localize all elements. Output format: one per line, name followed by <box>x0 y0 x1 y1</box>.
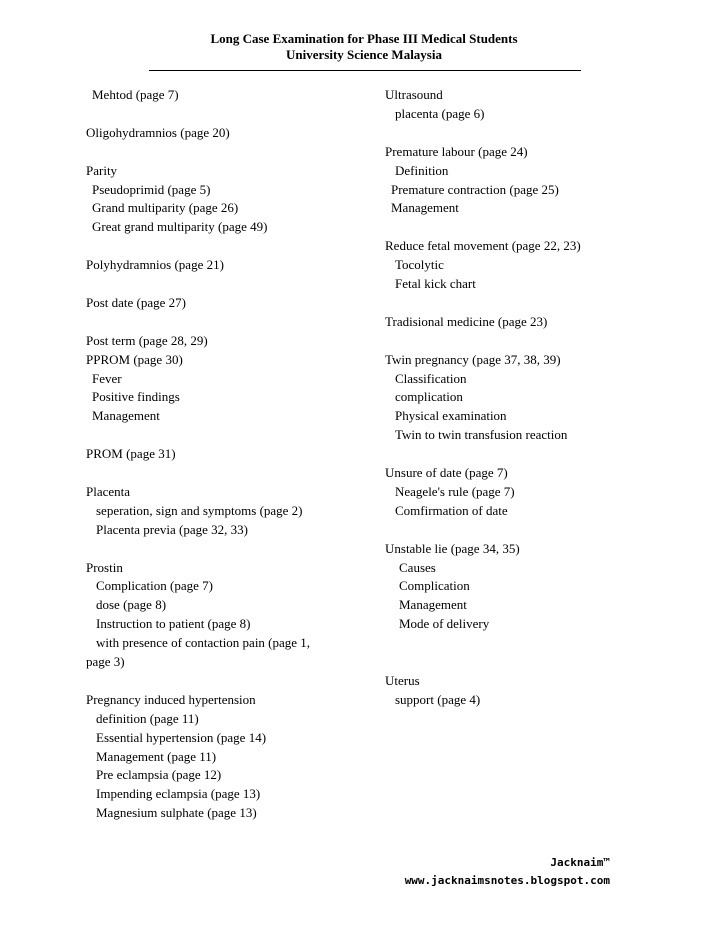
index-entry: PPROM (page 30) <box>86 351 183 367</box>
index-subentry: Magnesium sulphate (page 13) <box>96 805 257 821</box>
blank-line <box>86 105 344 124</box>
index-subentry: Pre eclampsia (page 12) <box>96 767 222 783</box>
index-entry: Ultrasound <box>385 87 443 102</box>
index-entry: Unsure of date (page 7) <box>385 465 508 481</box>
index-subentry: Positive findings <box>92 389 180 405</box>
index-subentry: Impending eclampsia (page 13) <box>96 786 261 802</box>
index-subentry: Neagele's rule (page 7) <box>395 483 515 499</box>
index-subentry: Premature contraction (page 25) <box>391 181 559 197</box>
index-subentry: Mode of delivery <box>399 616 490 632</box>
blank-line <box>86 237 344 256</box>
index-subentry: Complication (page 7) <box>96 578 213 594</box>
index-subentry: Physical examination <box>395 408 507 424</box>
blank-line <box>385 294 625 313</box>
index-subentry: Classification <box>395 370 467 386</box>
blank-line <box>86 426 344 445</box>
index-entry: Polyhydramnios (page 21) <box>86 257 224 273</box>
index-subentry: Fever <box>92 370 122 386</box>
blank-line <box>86 540 344 559</box>
blank-line <box>86 275 344 294</box>
index-subentry: Tocolytic <box>395 257 444 273</box>
index-subentry: Placenta previa (page 32, 33) <box>96 521 248 537</box>
index-entry: Oligohydramnios (page 20) <box>86 124 230 140</box>
blank-line <box>385 521 625 540</box>
footer-brand: Jacknaim™ <box>550 856 610 869</box>
index-subentry: Management <box>92 408 160 424</box>
blank-line <box>385 653 625 672</box>
blank-line <box>385 445 625 464</box>
index-entry: Pregnancy induced hypertension <box>86 691 256 707</box>
index-subentry: Pseudoprimid (page 5) <box>92 181 211 197</box>
header-title-line1: Long Case Examination for Phase III Medical Students <box>210 31 518 46</box>
index-subentry: Instruction to patient (page 8) <box>96 616 251 632</box>
index-subentry: Grand multiparity (page 26) <box>92 200 239 216</box>
index-subentry: seperation, sign and symptoms (page 2) <box>96 502 303 518</box>
index-entry: Parity <box>86 162 118 178</box>
index-subentry: Comfirmation of date <box>395 502 508 518</box>
index-subentry: support (page 4) <box>395 691 481 707</box>
index-right-column <box>385 86 625 710</box>
index-entry: page 3) <box>86 654 125 670</box>
index-left-column <box>86 86 344 823</box>
index-subentry: dose (page 8) <box>96 597 167 613</box>
blank-line <box>86 143 344 162</box>
index-subentry: Mehtod (page 7) <box>92 87 179 102</box>
index-entry: Post term (page 28, 29) <box>86 332 208 348</box>
index-entry: Post date (page 27) <box>86 294 187 310</box>
header-divider <box>149 70 581 71</box>
index-subentry: placenta (page 6) <box>395 105 485 121</box>
index-entry: Placenta <box>86 483 131 499</box>
document-header <box>0 31 728 63</box>
blank-line <box>385 218 625 237</box>
blank-line <box>86 464 344 483</box>
index-subentry: with presence of contaction pain (page 1, <box>96 635 311 651</box>
index-entry: Uterus <box>385 672 420 688</box>
index-entry: Twin pregnancy (page 37, 38, 39) <box>385 351 561 367</box>
index-subentry: Causes <box>399 559 436 575</box>
index-subentry: Complication <box>399 578 470 594</box>
index-subentry: Great grand multiparity (page 49) <box>92 219 268 235</box>
blank-line <box>385 634 625 653</box>
index-subentry: Management <box>391 200 459 216</box>
index-subentry: Twin to twin transfusion reaction <box>395 427 568 443</box>
index-subentry: Essential hypertension (page 14) <box>96 729 267 745</box>
blank-line <box>385 124 625 143</box>
header-title-line2: University Science Malaysia <box>286 47 442 62</box>
index-subentry: Fetal kick chart <box>395 276 476 292</box>
blank-line <box>86 313 344 332</box>
index-entry: Prostin <box>86 559 123 575</box>
footer-url: www.jacknaimsnotes.blogspot.com <box>404 874 610 887</box>
index-entry: Unstable lie (page 34, 35) <box>385 540 520 556</box>
index-subentry: definition (page 11) <box>96 710 199 726</box>
index-entry: PROM (page 31) <box>86 446 176 462</box>
index-subentry: complication <box>395 389 463 405</box>
blank-line <box>385 332 625 351</box>
index-entry: Reduce fetal movement (page 22, 23) <box>385 238 581 254</box>
index-subentry: Management (page 11) <box>96 748 217 764</box>
index-subentry: Management <box>399 597 467 613</box>
index-subentry: Definition <box>395 162 449 178</box>
blank-line <box>86 672 344 691</box>
index-entry: Premature labour (page 24) <box>385 143 528 159</box>
index-entry: Tradisional medicine (page 23) <box>385 313 548 329</box>
